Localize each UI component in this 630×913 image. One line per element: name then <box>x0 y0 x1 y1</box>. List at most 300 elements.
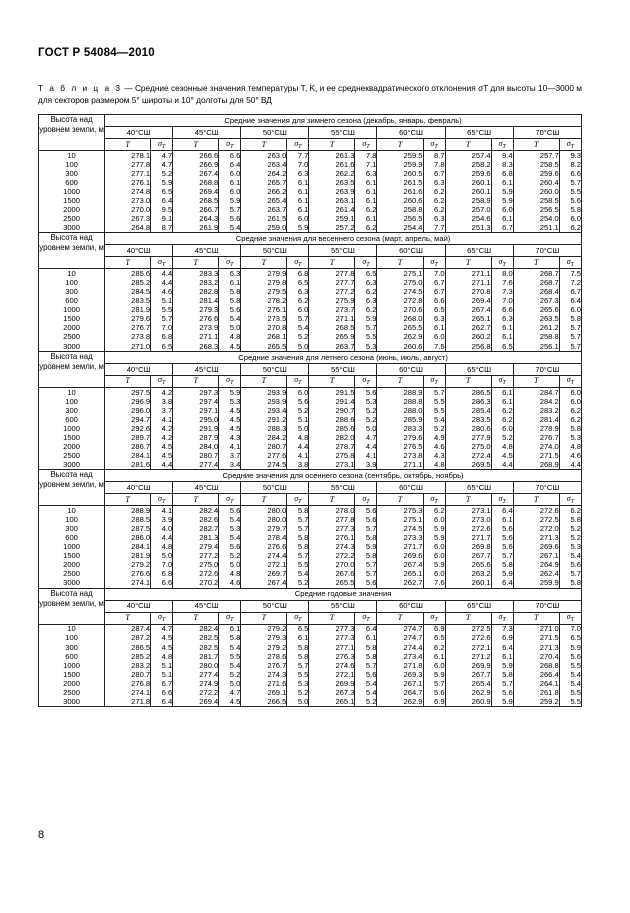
temperature-cell: 284.2 <box>241 433 287 442</box>
temperature-cell: 293.9 <box>241 387 287 397</box>
temperature-cell: 259.9 <box>513 579 559 589</box>
sigma-cell: 5.9 <box>423 533 445 542</box>
sigma-cell: 4.7 <box>219 688 241 697</box>
table-row <box>39 652 582 661</box>
sigma-cell: 5.7 <box>219 205 241 214</box>
temperature-table <box>38 114 582 707</box>
temperature-cell: 271.7 <box>377 542 423 551</box>
temperature-cell: 280.6 <box>445 424 491 433</box>
sigma-letter: σ <box>226 138 231 148</box>
sigma-cell: 6.0 <box>423 661 445 670</box>
sigma-symbol <box>355 612 377 624</box>
temperature-cell: 277.6 <box>241 451 287 460</box>
sigma-cell: 5.3 <box>219 397 241 406</box>
sigma-cell: 5.7 <box>355 524 377 533</box>
sigma-cell: 6.0 <box>559 397 581 406</box>
sigma-cell: 5.7 <box>559 333 581 342</box>
sigma-cell: 5.1 <box>151 661 173 670</box>
sigma-cell: 5.6 <box>219 214 241 223</box>
temperature-cell: 260.6 <box>377 342 423 352</box>
sigma-cell: 5.6 <box>355 506 377 516</box>
sigma-cell: 6.0 <box>423 333 445 342</box>
sigma-cell: 4.8 <box>559 442 581 451</box>
latitude-header: 45°СШ <box>173 482 241 494</box>
sigma-cell: 5.2 <box>355 415 377 424</box>
sigma-cell: 4.8 <box>219 570 241 579</box>
sigma-subscript: T <box>570 261 575 268</box>
sigma-symbol <box>287 257 309 269</box>
sigma-cell: 4.8 <box>151 542 173 551</box>
sigma-cell: 4.5 <box>219 415 241 424</box>
sigma-subscript: T <box>230 143 234 150</box>
temperature-cell: 258.5 <box>513 196 559 205</box>
height-cell: 600 <box>39 533 105 542</box>
sigma-cell: 4.4 <box>559 460 581 470</box>
temperature-cell: 263.7 <box>241 205 287 214</box>
height-cell: 100 <box>39 278 105 287</box>
temperature-cell: 268.8 <box>513 661 559 670</box>
temperature-cell: 271.8 <box>105 697 151 707</box>
sigma-cell: 5.8 <box>219 288 241 297</box>
sigma-cell: 5.4 <box>559 679 581 688</box>
height-cell: 3000 <box>39 342 105 352</box>
sigma-letter: σ <box>226 493 231 503</box>
temperature-cell: 268.1 <box>241 333 287 342</box>
temperature-cell: 274.4 <box>241 552 287 561</box>
temperature-cell: 276.7 <box>513 433 559 442</box>
table-row <box>39 315 582 324</box>
table-row <box>39 670 582 679</box>
latitude-row <box>39 482 582 494</box>
temperature-symbol: T <box>173 612 219 624</box>
temperature-cell: 280.7 <box>105 670 151 679</box>
sigma-cell: 6.1 <box>491 214 513 223</box>
sigma-letter: σ <box>566 375 571 385</box>
sigma-cell: 5.9 <box>491 570 513 579</box>
sigma-subscript: T <box>366 143 370 150</box>
sigma-cell: 4.1 <box>219 442 241 451</box>
sigma-symbol <box>219 612 241 624</box>
temperature-cell: 283.2 <box>105 661 151 670</box>
temperature-cell: 264.2 <box>241 169 287 178</box>
sigma-cell: 6.7 <box>559 288 581 297</box>
temperature-cell: 284.1 <box>105 451 151 460</box>
sigma-cell: 5.9 <box>219 387 241 397</box>
temperature-cell: 271.5 <box>513 451 559 460</box>
sigma-cell: 5.8 <box>559 205 581 214</box>
sigma-cell: 5.9 <box>423 670 445 679</box>
sigma-cell: 4.6 <box>151 288 173 297</box>
sigma-cell: 4.5 <box>151 442 173 451</box>
sigma-cell: 4.9 <box>423 433 445 442</box>
sigma-cell: 5.5 <box>559 661 581 670</box>
sigma-cell: 7.0 <box>559 624 581 634</box>
temperature-cell: 279.3 <box>173 306 219 315</box>
sigma-symbol <box>287 612 309 624</box>
sigma-cell: 4.1 <box>355 451 377 460</box>
table-row <box>39 333 582 342</box>
temperature-cell: 259.6 <box>445 169 491 178</box>
sigma-cell: 6.0 <box>559 387 581 397</box>
temperature-symbol: T <box>241 494 287 506</box>
temperature-cell: 261.6 <box>377 187 423 196</box>
temperature-cell: 267.3 <box>513 297 559 306</box>
height-cell: 100 <box>39 634 105 643</box>
sigma-cell: 5.6 <box>355 515 377 524</box>
temperature-cell: 281.4 <box>173 297 219 306</box>
sigma-cell: 5.9 <box>491 697 513 707</box>
sigma-cell: 5.1 <box>151 670 173 679</box>
sigma-cell: 5.9 <box>491 661 513 670</box>
temperature-cell: 280.7 <box>241 442 287 451</box>
temperature-symbol: T <box>377 375 423 387</box>
temperature-cell: 290.7 <box>309 406 355 415</box>
section-title: Средние значения для летнего сезона (июнь, июль, август) <box>105 351 582 363</box>
temperature-symbol: T <box>513 139 559 151</box>
row-header-cell: Высота над уровнем земли, м <box>39 115 105 151</box>
temperature-cell: 280.0 <box>241 506 287 516</box>
latitude-header: 55°СШ <box>309 482 377 494</box>
sigma-cell: 4.4 <box>355 442 377 451</box>
sigma-subscript: T <box>161 498 166 505</box>
sigma-letter: σ <box>498 138 503 148</box>
sigma-cell: 4.1 <box>287 451 309 460</box>
temperature-cell: 281.7 <box>173 652 219 661</box>
table-row <box>39 324 582 333</box>
temperature-cell: 263.1 <box>309 196 355 205</box>
temperature-cell: 282.0 <box>309 433 355 442</box>
sigma-cell: 5.6 <box>219 306 241 315</box>
sigma-cell: 7.0 <box>287 160 309 169</box>
temperature-cell: 258.2 <box>445 160 491 169</box>
sigma-cell: 6.1 <box>219 178 241 187</box>
sigma-cell: 5.5 <box>559 187 581 196</box>
sigma-symbol <box>219 375 241 387</box>
section-title-row <box>39 115 582 127</box>
sigma-cell: 3.7 <box>151 406 173 415</box>
latitude-header: 40°СШ <box>105 245 173 257</box>
sigma-letter: σ <box>362 375 367 385</box>
sigma-cell: 6.1 <box>491 333 513 342</box>
sigma-cell: 4.5 <box>151 451 173 460</box>
temperature-symbol: T <box>173 257 219 269</box>
sigma-cell: 4.8 <box>491 442 513 451</box>
temperature-cell: 280.0 <box>173 661 219 670</box>
temperature-symbol: T <box>445 139 491 151</box>
table-row <box>39 306 582 315</box>
temperature-cell: 277.7 <box>309 278 355 287</box>
sigma-cell: 5.4 <box>559 552 581 561</box>
sigma-cell: 5.2 <box>491 433 513 442</box>
sigma-cell: 5.9 <box>423 524 445 533</box>
sigma-cell: 3.9 <box>151 515 173 524</box>
sigma-cell: 6.3 <box>355 278 377 287</box>
temperature-cell: 266.5 <box>241 697 287 707</box>
temperature-symbol: T <box>241 375 287 387</box>
temperature-cell: 260.4 <box>513 178 559 187</box>
sigma-cell: 5.3 <box>287 679 309 688</box>
temperature-cell: 262.7 <box>377 579 423 589</box>
symbol-row <box>39 612 582 624</box>
temperature-cell: 273.1 <box>445 506 491 516</box>
sigma-cell: 5.4 <box>355 679 377 688</box>
sigma-cell: 6.7 <box>423 288 445 297</box>
temperature-cell: 262.9 <box>445 688 491 697</box>
temperature-cell: 269.6 <box>513 542 559 551</box>
temperature-cell: 273.3 <box>377 533 423 542</box>
sigma-symbol <box>423 612 445 624</box>
temperature-cell: 269.4 <box>445 297 491 306</box>
sigma-cell: 5.8 <box>491 561 513 570</box>
temperature-cell: 265.5 <box>377 324 423 333</box>
sigma-cell: 6.1 <box>491 178 513 187</box>
sigma-cell: 5.7 <box>559 570 581 579</box>
temperature-cell: 275.1 <box>377 269 423 279</box>
temperature-cell: 276.6 <box>173 315 219 324</box>
document-header: ГОСТ Р 54084—2010 <box>38 47 155 59</box>
sigma-cell: 7.6 <box>423 579 445 589</box>
sigma-cell: 5.5 <box>287 670 309 679</box>
row-header-cell: Высота над уровнем земли, м <box>39 351 105 387</box>
sigma-cell: 8.0 <box>491 269 513 279</box>
sigma-cell: 7.8 <box>355 151 377 161</box>
temperature-cell: 261.5 <box>241 214 287 223</box>
sigma-cell: 6.4 <box>491 579 513 589</box>
temperature-cell: 265.4 <box>241 196 287 205</box>
temperature-cell: 271.7 <box>445 533 491 542</box>
sigma-cell: 5.9 <box>491 187 513 196</box>
sigma-cell: 5.7 <box>559 342 581 352</box>
sigma-cell: 7.6 <box>491 278 513 287</box>
temperature-cell: 288.6 <box>309 415 355 424</box>
sigma-cell: 6.1 <box>287 205 309 214</box>
temperature-cell: 258.8 <box>513 333 559 342</box>
temperature-cell: 274.3 <box>241 670 287 679</box>
sigma-cell: 6.6 <box>491 306 513 315</box>
sigma-cell: 5.6 <box>559 196 581 205</box>
temperature-symbol: T <box>173 375 219 387</box>
sigma-cell: 4.2 <box>151 433 173 442</box>
sigma-subscript: T <box>434 617 438 624</box>
temperature-cell: 267.4 <box>173 169 219 178</box>
sigma-cell: 5.7 <box>423 387 445 397</box>
sigma-cell: 5.9 <box>219 196 241 205</box>
sigma-cell: 4.6 <box>423 442 445 451</box>
latitude-header: 60°СШ <box>377 482 445 494</box>
temperature-cell: 267.3 <box>309 688 355 697</box>
temperature-cell: 269.9 <box>445 661 491 670</box>
table-row <box>39 223 582 233</box>
sigma-cell: 4.5 <box>491 451 513 460</box>
sigma-subscript: T <box>434 261 438 268</box>
temperature-cell: 274.3 <box>309 542 355 551</box>
temperature-cell: 270.0 <box>309 561 355 570</box>
latitude-header: 65°СШ <box>445 363 513 375</box>
table-row <box>39 214 582 223</box>
sigma-cell: 5.7 <box>355 570 377 579</box>
temperature-cell: 263.5 <box>309 178 355 187</box>
temperature-cell: 259.2 <box>513 697 559 707</box>
sigma-cell: 5.3 <box>355 342 377 352</box>
temperature-cell: 283.5 <box>445 415 491 424</box>
temperature-cell: 271.1 <box>377 460 423 470</box>
sigma-cell: 7.7 <box>423 223 445 233</box>
sigma-cell: 5.7 <box>491 552 513 561</box>
sigma-cell: 5.7 <box>151 315 173 324</box>
sigma-letter: σ <box>566 256 571 266</box>
temperature-cell: 279.7 <box>241 524 287 533</box>
table-row <box>39 661 582 670</box>
latitude-header: 60°СШ <box>377 363 445 375</box>
sigma-cell: 5.0 <box>151 552 173 561</box>
sigma-cell: 4.7 <box>151 151 173 161</box>
temperature-symbol: T <box>309 612 355 624</box>
sigma-symbol <box>423 494 445 506</box>
temperature-cell: 285.6 <box>105 269 151 279</box>
temperature-cell: 282.8 <box>173 288 219 297</box>
temperature-cell: 268.5 <box>309 324 355 333</box>
sigma-cell: 6.0 <box>287 214 309 223</box>
latitude-row <box>39 363 582 375</box>
sigma-subscript: T <box>298 617 302 624</box>
sigma-cell: 7.7 <box>287 151 309 161</box>
temperature-cell: 277.1 <box>105 169 151 178</box>
latitude-header: 50°СШ <box>241 482 309 494</box>
sigma-letter: σ <box>430 375 435 385</box>
table-label: Т а б л и ц а 3 <box>38 83 123 93</box>
sigma-cell: 8.7 <box>151 223 173 233</box>
sigma-cell: 6.0 <box>423 552 445 561</box>
temperature-cell: 275.3 <box>377 506 423 516</box>
sigma-cell: 5.7 <box>355 561 377 570</box>
sigma-cell: 5.2 <box>355 406 377 415</box>
sigma-cell: 5.2 <box>355 697 377 707</box>
sigma-cell: 4.1 <box>151 415 173 424</box>
section-title: Средние годовые значения <box>105 588 582 600</box>
temperature-cell: 273.0 <box>445 515 491 524</box>
temperature-cell: 279.2 <box>105 561 151 570</box>
temperature-cell: 291.9 <box>173 424 219 433</box>
sigma-subscript: T <box>502 498 506 505</box>
sigma-cell: 6.5 <box>423 306 445 315</box>
sigma-cell: 6.7 <box>151 679 173 688</box>
temperature-cell: 277.8 <box>309 269 355 279</box>
temperature-cell: 269.3 <box>377 670 423 679</box>
sigma-symbol <box>491 375 513 387</box>
latitude-header: 50°СШ <box>241 600 309 612</box>
sigma-cell: 6.2 <box>491 415 513 424</box>
height-cell: 2500 <box>39 688 105 697</box>
temperature-cell: 254.0 <box>513 214 559 223</box>
sigma-symbol <box>151 375 173 387</box>
temperature-cell: 257.2 <box>309 223 355 233</box>
table-row <box>39 570 582 579</box>
temperature-cell: 266.7 <box>173 205 219 214</box>
sigma-cell: 6.2 <box>559 415 581 424</box>
temperature-cell: 271.5 <box>513 634 559 643</box>
sigma-cell: 8.7 <box>423 151 445 161</box>
table-row <box>39 460 582 470</box>
height-cell: 1500 <box>39 196 105 205</box>
sigma-subscript: T <box>434 498 438 505</box>
section-title: Средние значения для осеннего сезона (сентябрь, октябрь, ноябрь) <box>105 470 582 482</box>
sigma-cell: 3.4 <box>219 460 241 470</box>
temperature-cell: 272.6 <box>445 524 491 533</box>
sigma-cell: 6.1 <box>491 515 513 524</box>
temperature-cell: 268.8 <box>173 178 219 187</box>
sigma-cell: 6.0 <box>219 169 241 178</box>
temperature-cell: 273.0 <box>105 196 151 205</box>
temperature-cell: 271.2 <box>445 652 491 661</box>
temperature-symbol: T <box>173 494 219 506</box>
temperature-cell: 293.9 <box>241 397 287 406</box>
sigma-subscript: T <box>366 498 370 505</box>
temperature-symbol: T <box>377 139 423 151</box>
sigma-cell: 6.4 <box>491 643 513 652</box>
temperature-symbol: T <box>445 257 491 269</box>
temperature-cell: 273.8 <box>105 333 151 342</box>
sigma-cell: 5.8 <box>559 579 581 589</box>
row-header-cell: Высота над уровнем земли, м <box>39 470 105 506</box>
sigma-cell: 5.5 <box>287 561 309 570</box>
sigma-cell: 7.2 <box>559 278 581 287</box>
sigma-cell: 5.2 <box>219 670 241 679</box>
sigma-cell: 5.8 <box>559 424 581 433</box>
sigma-cell: 5.4 <box>219 315 241 324</box>
height-cell: 300 <box>39 643 105 652</box>
sigma-cell: 6.2 <box>559 406 581 415</box>
table-row <box>39 624 582 634</box>
temperature-cell: 278.7 <box>309 442 355 451</box>
sigma-symbol <box>559 494 581 506</box>
sigma-cell: 7.0 <box>151 324 173 333</box>
sigma-cell: 6.1 <box>355 178 377 187</box>
temperature-cell: 265.1 <box>445 315 491 324</box>
temperature-cell: 277.3 <box>309 624 355 634</box>
latitude-header: 55°СШ <box>309 127 377 139</box>
sigma-cell: 5.6 <box>287 397 309 406</box>
temperature-cell: 277.3 <box>309 524 355 533</box>
table-row <box>39 278 582 287</box>
sigma-cell: 6.3 <box>423 178 445 187</box>
temperature-cell: 268.0 <box>377 315 423 324</box>
sigma-cell: 6.7 <box>423 278 445 287</box>
temperature-cell: 268.3 <box>173 342 219 352</box>
temperature-cell: 260.1 <box>445 579 491 589</box>
sigma-cell: 5.7 <box>491 679 513 688</box>
sigma-letter: σ <box>498 493 503 503</box>
sigma-cell: 6.8 <box>151 333 173 342</box>
temperature-cell: 265.6 <box>445 561 491 570</box>
sigma-cell: 4.7 <box>355 433 377 442</box>
sigma-cell: 5.6 <box>219 542 241 551</box>
table-caption <box>38 82 593 106</box>
sigma-cell: 6.8 <box>151 570 173 579</box>
temperature-cell: 276.1 <box>241 306 287 315</box>
sigma-cell: 5.8 <box>287 652 309 661</box>
temperature-symbol: T <box>105 139 151 151</box>
sigma-cell: 8.2 <box>559 160 581 169</box>
temperature-cell: 257.0 <box>445 205 491 214</box>
temperature-cell: 285.4 <box>445 406 491 415</box>
temperature-cell: 297.5 <box>105 387 151 397</box>
table-row <box>39 634 582 643</box>
temperature-cell: 274.1 <box>105 579 151 589</box>
sigma-cell: 6.4 <box>491 506 513 516</box>
temperature-cell: 275.0 <box>173 561 219 570</box>
height-cell: 1000 <box>39 661 105 670</box>
sigma-cell: 4.4 <box>151 460 173 470</box>
